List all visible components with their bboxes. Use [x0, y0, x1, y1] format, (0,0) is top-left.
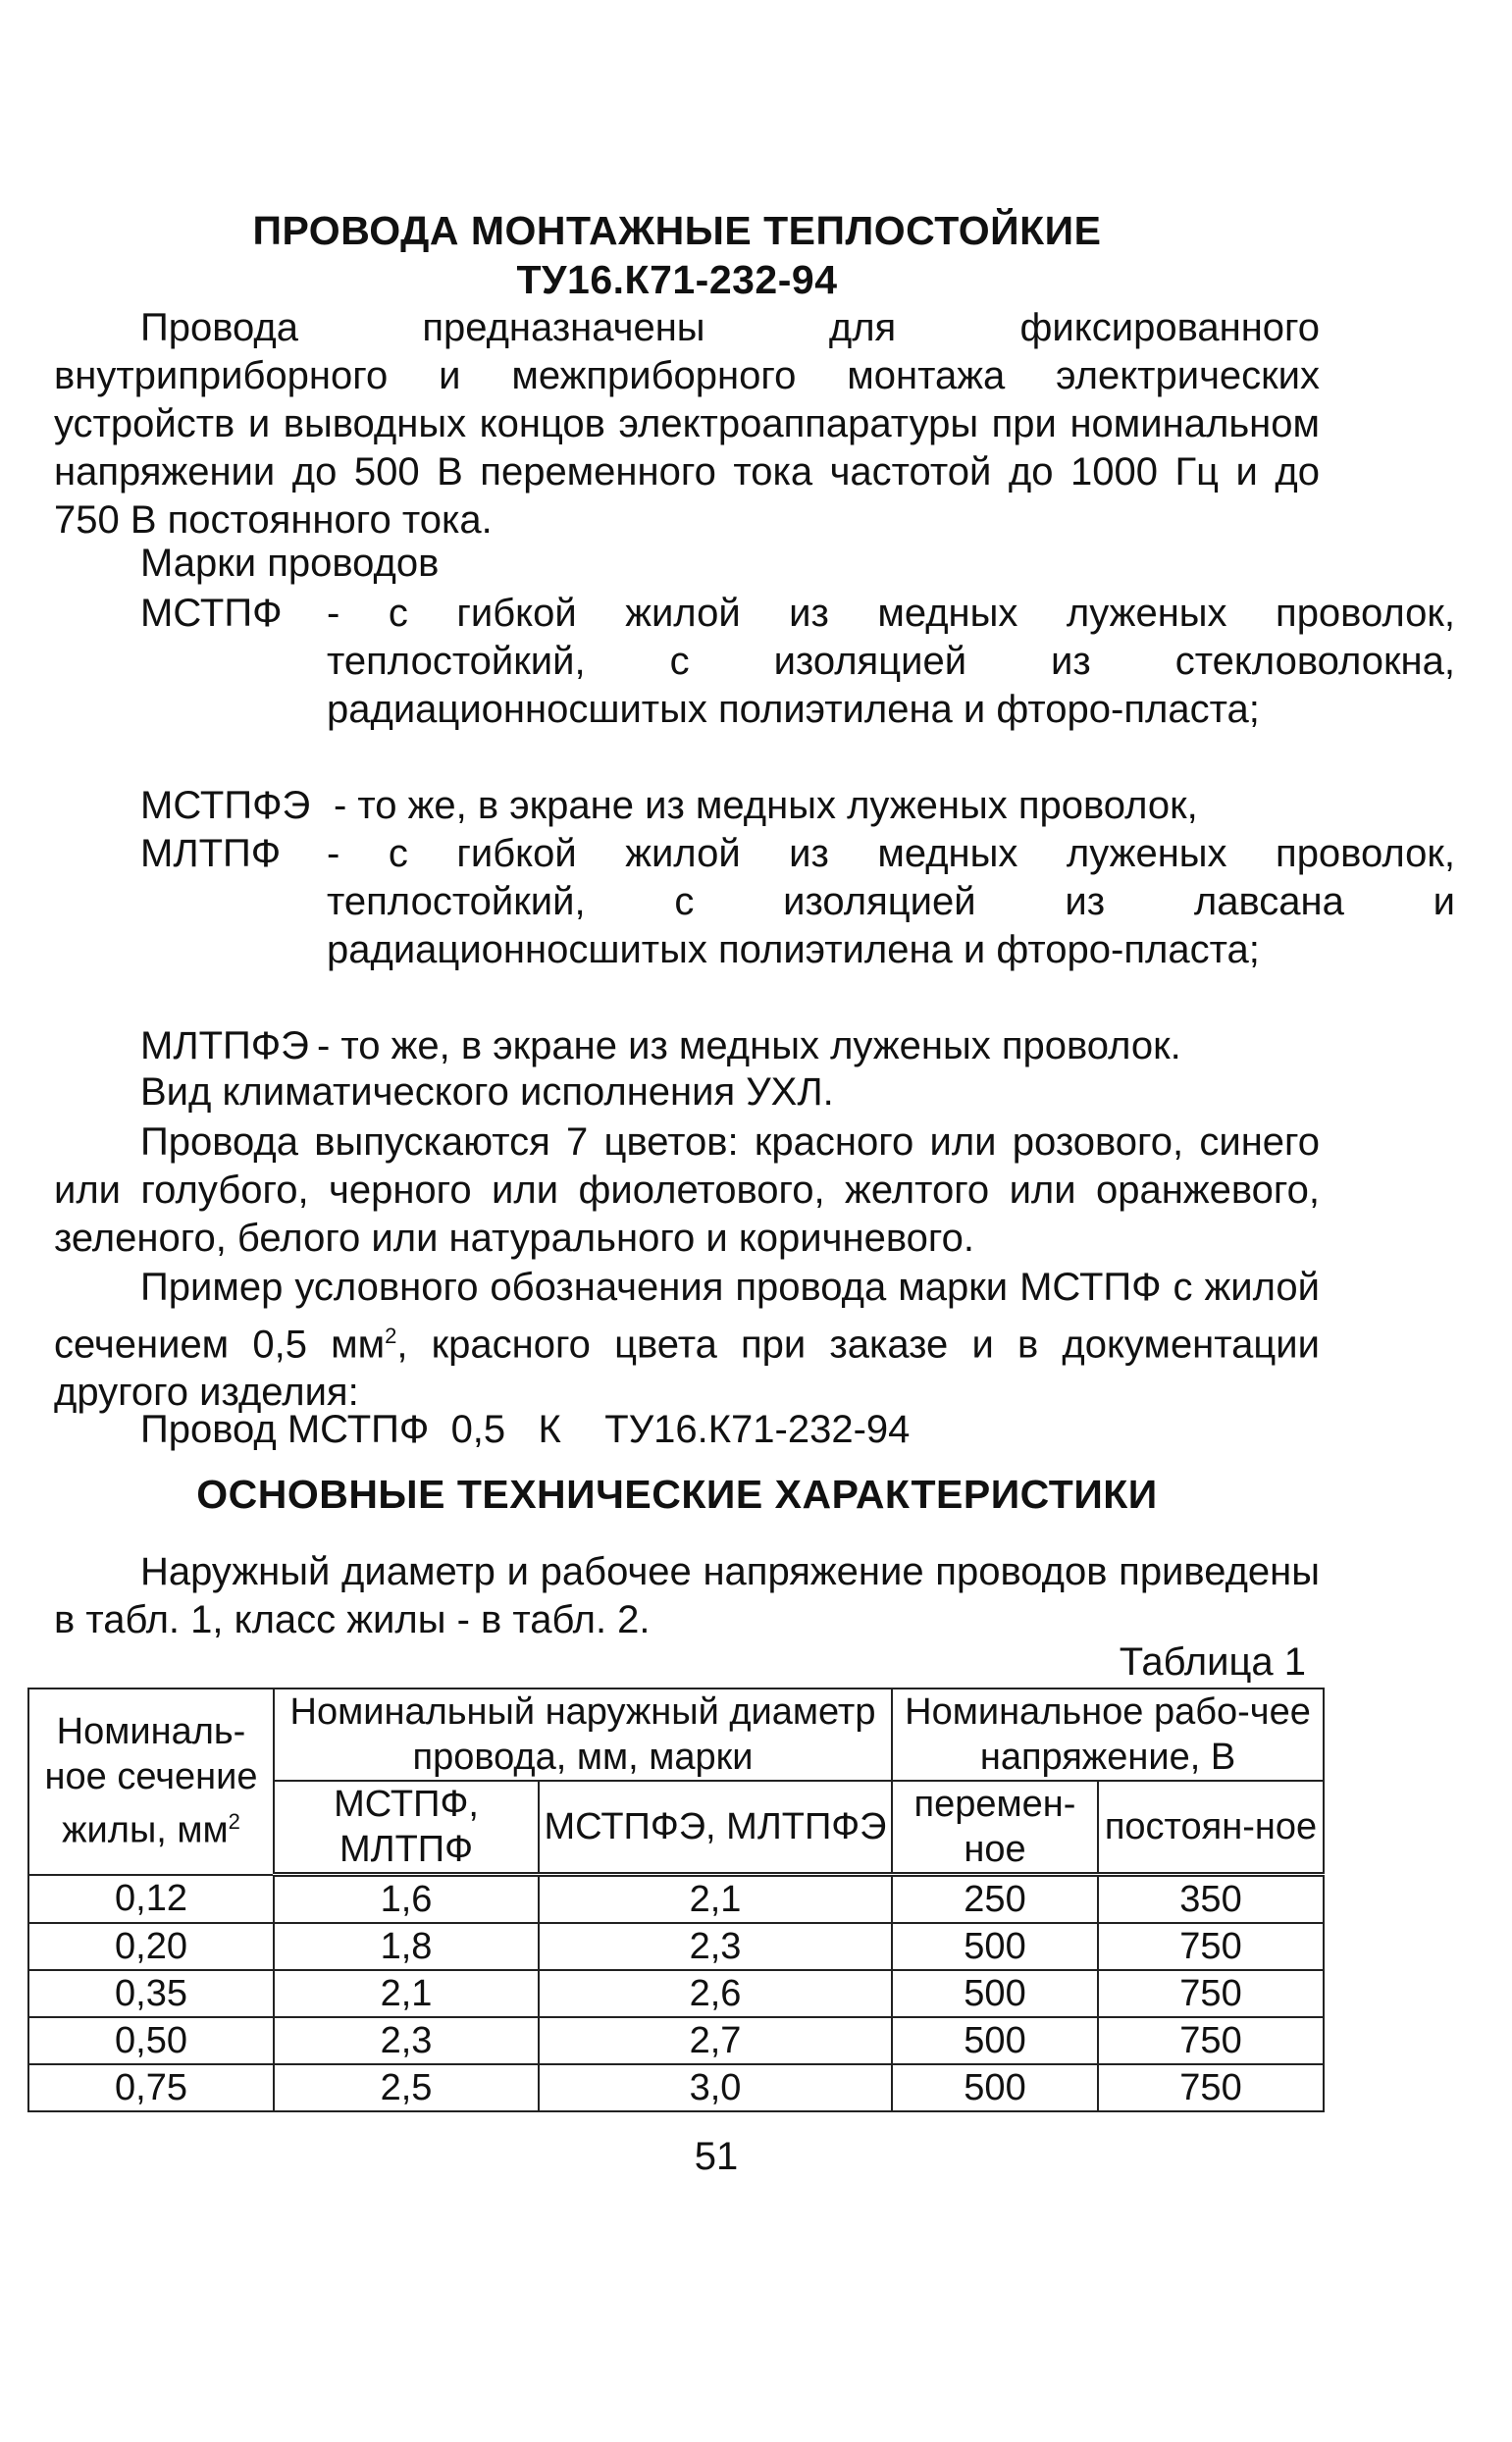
table-row [28, 1923, 1324, 1970]
table-cell: 2,6 [539, 1970, 892, 2017]
table-cell: 0,20 [28, 1923, 274, 1970]
table-cell: 0,75 [28, 2064, 274, 2111]
example-designation: Провод МСТПФ 0,5 К ТУ16.К71-232-94 [140, 1408, 911, 1451]
brand-code: МСТПФ [140, 592, 283, 635]
table-cell: 750 [1098, 1923, 1324, 1970]
header-voltage-dc: постоян-ное [1098, 1781, 1324, 1875]
table-row [28, 1970, 1324, 2017]
example-paragraph [54, 1264, 1320, 1417]
header-voltage: Номинальное рабо-чее напряжение, В [892, 1689, 1324, 1781]
table-row [28, 2064, 1324, 2111]
section-title: ОСНОВНЫЕ ТЕХНИЧЕСКИЕ ХАРАКТЕРИСТИКИ [196, 1472, 1158, 1517]
example-text: Пример условного обозначения провода марки МСТПФ с жилой сечением 0,5 мм [54, 1266, 1320, 1367]
header-section: Номиналь-ное сечение жилы, $мм^2$ [28, 1689, 274, 1875]
table-cell: 250 [892, 1875, 1098, 1924]
example-text-cont: , красного цвета при заказе и в документации другого изделия: [54, 1323, 1320, 1415]
table-caption: Таблица 1 [1119, 1640, 1306, 1684]
header-voltage-ac: перемен-ное [892, 1781, 1098, 1875]
table-row [28, 2017, 1324, 2064]
colors-paragraph: Провода выпускаются 7 цветов: красного или розового, синего или голубого, черного или фиолетового, желтого или оранжевого, зеленого, белого или натурального и коричневого. [54, 1120, 1320, 1260]
table-cell: 2,3 [539, 1923, 892, 1970]
table-row [28, 1875, 1324, 1924]
table-cell: 0,50 [28, 2017, 274, 2064]
table-cell: 2,3 [274, 2017, 539, 2064]
brand-desc: - с гибкой жилой из медных луженых проволок, теплостойкий, с изоляцией из стекловолокна, радиационносшитых полиэтилена и фторо-пласта; [327, 592, 1455, 731]
table-cell: 750 [1098, 2064, 1324, 2111]
table-cell: 2,5 [274, 2064, 539, 2111]
section-paragraph: Наружный диаметр и рабочее напряжение проводов приведены в табл. 1, класс жилы - в табл. 2. [54, 1550, 1320, 1641]
table-cell: 0,12 [28, 1875, 274, 1924]
header-diameter-2: МСТПФЭ, МЛТПФЭ [539, 1781, 892, 1875]
header-diameter-1: МСТПФ, МЛТПФ [274, 1781, 539, 1875]
table-cell: 500 [892, 1923, 1098, 1970]
table-cell: 2,1 [539, 1875, 892, 1924]
spec-table [27, 1688, 1325, 2112]
table-cell: 500 [892, 2064, 1098, 2111]
climate-line: Вид климатического исполнения УХЛ. [140, 1070, 834, 1114]
brand-code: МЛТПФЭ [140, 1024, 309, 1067]
brand-code: МЛТПФ [140, 832, 282, 875]
page-number: 51 [694, 2135, 739, 2178]
brand-desc: - то же, в экране из медных луженых проволок, [334, 784, 1198, 827]
table-cell: 1,6 [274, 1875, 539, 1924]
header-diameter: Номинальный наружный диаметр провода, мм, марки [274, 1689, 892, 1781]
brand-desc: - то же, в экране из медных луженых проволок. [317, 1024, 1181, 1067]
document-title: ПРОВОДА МОНТАЖНЫЕ ТЕПЛОСТОЙКИЕ [252, 208, 1102, 253]
table-cell: 500 [892, 1970, 1098, 2017]
table-cell: 750 [1098, 1970, 1324, 2017]
table-cell: 0,35 [28, 1970, 274, 2017]
brand-desc: - с гибкой жилой из медных луженых проволок, теплостойкий, с изоляцией из лавсана и радиационносшитых полиэтилена и фторо-пласта; [327, 832, 1455, 971]
brand-code: МСТПФЭ [140, 784, 311, 827]
brands-heading: Марки проводов [140, 542, 440, 585]
table-cell: 500 [892, 2017, 1098, 2064]
document-code: ТУ16.К71-232-94 [516, 257, 838, 302]
table-cell: 1,8 [274, 1923, 539, 1970]
example-unit-sup: 2 [385, 1324, 397, 1348]
table-cell: 2,7 [539, 2017, 892, 2064]
table-cell: 750 [1098, 2017, 1324, 2064]
table-cell: 2,1 [274, 1970, 539, 2017]
intro-paragraph: Провода предназначены для фиксированного внутриприборного и межприборного монтажа электрических устройств и выводных концов электроаппаратуры при номинальном напряжении до 500 В переменного тока частотой до 1000 Гц и до 750 В постоянного тока. [54, 306, 1320, 542]
table-cell: 3,0 [539, 2064, 892, 2111]
table-cell: 350 [1098, 1875, 1324, 1924]
